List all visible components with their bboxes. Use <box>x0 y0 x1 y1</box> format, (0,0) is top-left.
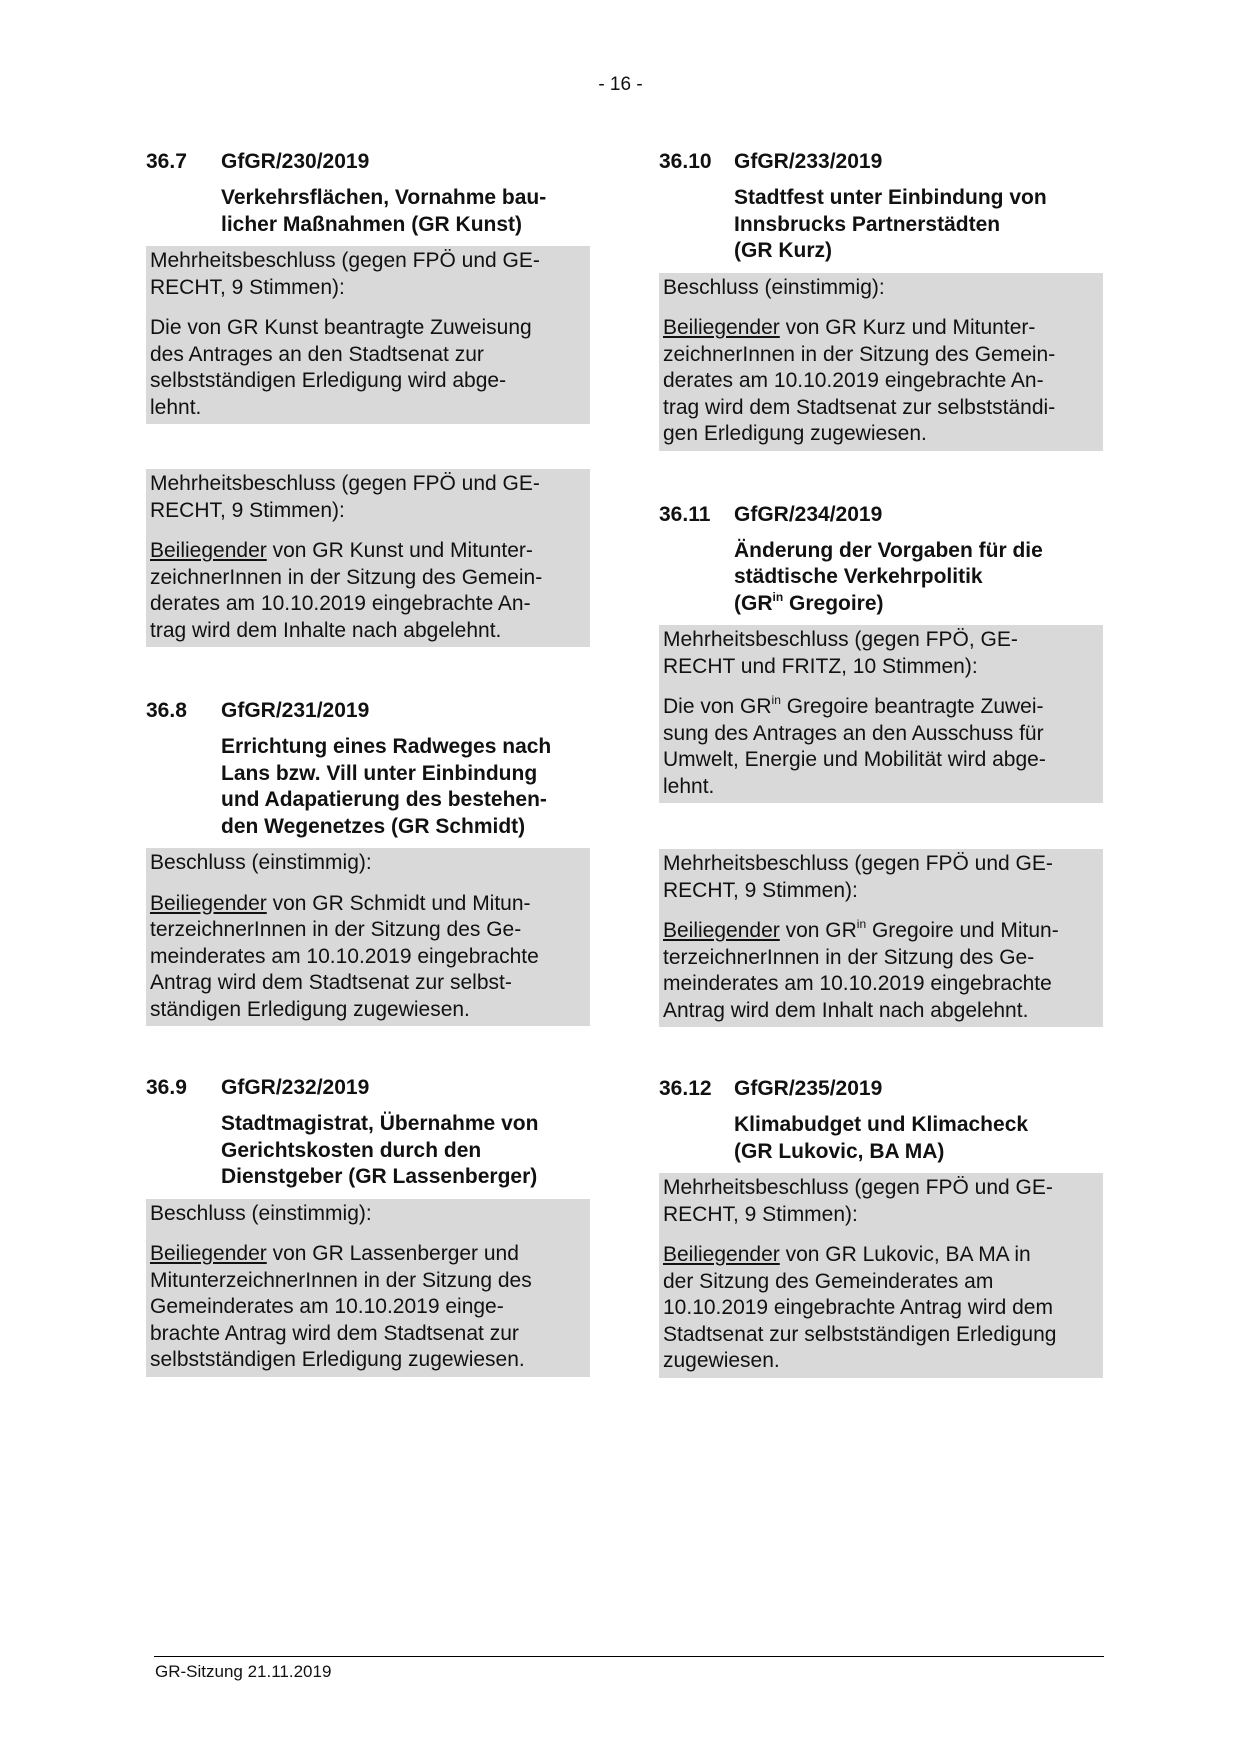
attachment-link: Beiliegender <box>150 1242 267 1265</box>
agenda-item-36-12 <box>659 1075 1103 1378</box>
item-heading <box>659 148 1103 175</box>
resolution-text: Beiliegender von GR Lukovic, BA MA in der Sitzung des Gemeinderates am 10.10.2019 eingebrachte Antrag wird dem Stadtsenat zur selbstständigen Erledigung zugewiesen. <box>663 1243 1057 1372</box>
agenda-item-36-9 <box>146 1074 590 1377</box>
resolution-label: Mehrheitsbeschluss (gegen FPÖ und GE- RECHT, 9 Stimmen): <box>150 249 540 299</box>
item-number: 36.7 <box>146 150 187 173</box>
resolution-label: Beschluss (einstimmig): <box>150 1201 372 1225</box>
item-heading <box>146 697 590 724</box>
resolution-text: Beiliegender von GR Lassenberger und MitunterzeichnerInnen in der Sitzung des Gemeinderates am 10.10.2019 einge- brachte Antrag wird dem Stadtsenat zur selbstständigen Erledigung zugewiesen. <box>150 1242 532 1371</box>
footer-session-date: GR-Sitzung 21.11.2019 <box>155 1662 332 1681</box>
resolution-label: Beschluss (einstimmig): <box>150 851 372 874</box>
resolution-text: Beiliegender von GR Kunst und Mitunter- zeichnerInnen in der Sitzung des Gemein- derates am 10.10.2019 eingebrachte An- trag wird dem Inhalte nach abgelehnt. <box>150 539 543 642</box>
item-number: 36.9 <box>146 1076 187 1099</box>
item-number: 36.10 <box>659 150 712 173</box>
attachment-link: Beiliegender <box>663 1243 780 1266</box>
page-number: - 16 - <box>598 74 643 95</box>
resolution-box <box>146 246 590 424</box>
item-number: 36.8 <box>146 699 187 722</box>
resolution-label: Mehrheitsbeschluss (gegen FPÖ und GE- RECHT, 9 Stimmen): <box>150 472 540 522</box>
resolution-text: Beiliegender von $GR^{in}$ Gregoire und Mitun- terzeichnerInnen in der Sitzung des Ge- meinderates am 10.10.2019 eingebrachte Antrag wird dem Inhalt nach abgelehnt. <box>663 917 1059 1022</box>
resolution-text: Die von GR Kunst beantragte Zuweisung des Antrages an den Stadtsenat zur selbstständigen Erledigung wird abge- lehnt. <box>150 316 532 419</box>
item-title: Errichtung eines Radweges nach Lans bzw. Vill unter Einbindung und Adapatierung des bestehen- den Wegenetzes (GR Schmidt) <box>221 735 552 838</box>
agenda-item-36-11 <box>659 501 1103 1028</box>
resolution-box <box>659 1173 1103 1378</box>
attachment-link: Beiliegender <box>150 891 267 915</box>
right-column <box>659 148 1103 1378</box>
resolution-box <box>659 625 1103 803</box>
item-title: Änderung der Vorgaben für die städtische Verkehrpolitik ($GR^{in}$ Gregoire) <box>734 538 1043 615</box>
resolution-box <box>146 848 590 1026</box>
item-number: 36.12 <box>659 1077 712 1100</box>
item-code: GfGR/232/2019 <box>221 1076 370 1099</box>
resolution-box <box>659 273 1103 451</box>
item-code: GfGR/234/2019 <box>734 502 883 526</box>
resolution-box <box>659 849 1103 1027</box>
item-title: Klimabudget und Klimacheck (GR Lukovic, BA MA) <box>734 1113 1029 1163</box>
item-code: GfGR/230/2019 <box>221 150 370 173</box>
item-heading <box>659 1075 1103 1102</box>
agenda-item-36-10 <box>659 148 1103 451</box>
resolution-label: Mehrheitsbeschluss (gegen FPÖ, GE- RECHT und FRITZ, 10 Stimmen): <box>663 628 1018 678</box>
item-code: GfGR/231/2019 <box>221 699 370 722</box>
item-title: Verkehrsflächen, Vornahme bau- licher Maßnahmen (GR Kunst) <box>221 186 547 236</box>
item-code: GfGR/233/2019 <box>734 150 883 173</box>
resolution-text: Beiliegender von GR Schmidt und Mitun- terzeichnerInnen in der Sitzung des Ge- meinderates am 10.10.2019 eingebrachte Antrag wird dem Stadtsenat zur selbst- ständigen Erledigung zugewiesen. <box>150 891 539 1021</box>
attachment-link: Beiliegender <box>663 919 780 942</box>
item-code: GfGR/235/2019 <box>734 1077 883 1100</box>
agenda-item-36-8 <box>146 697 590 1026</box>
resolution-box <box>146 469 590 647</box>
resolution-text: Die von $GR^{in}$ Gregoire beantragte Zuwei- sung des Antrages an den Ausschuss für Umwelt, Energie und Mobilität wird abge- lehnt. <box>663 693 1046 798</box>
item-title: Stadtmagistrat, Übernahme von Gerichtskosten durch den Dienstgeber (GR Lassenberger) <box>221 1112 539 1188</box>
item-title: Stadtfest unter Einbindung von Innsbrucks Partnerstädten (GR Kurz) <box>734 186 1047 262</box>
resolution-label: Beschluss (einstimmig): <box>663 275 885 299</box>
item-heading <box>146 1074 590 1101</box>
footer-divider <box>154 1656 1104 1657</box>
attachment-link: Beiliegender <box>150 539 267 562</box>
attachment-link: Beiliegender <box>663 316 780 339</box>
item-heading <box>659 501 1103 528</box>
resolution-text: Beiliegender von GR Kurz und Mitunter- zeichnerInnen in der Sitzung des Gemein- derates am 10.10.2019 eingebrachte An- trag wird dem Stadtsenat zur selbstständi- gen Erledigung zugewiesen. <box>663 316 1056 445</box>
left-column <box>146 148 590 1377</box>
resolution-label: Mehrheitsbeschluss (gegen FPÖ und GE- RECHT, 9 Stimmen): <box>663 852 1053 902</box>
item-number: 36.11 <box>659 502 711 526</box>
agenda-item-36-7 <box>146 148 590 647</box>
resolution-box <box>146 1199 590 1377</box>
item-heading <box>146 148 590 175</box>
resolution-label: Mehrheitsbeschluss (gegen FPÖ und GE- RECHT, 9 Stimmen): <box>663 1176 1053 1226</box>
